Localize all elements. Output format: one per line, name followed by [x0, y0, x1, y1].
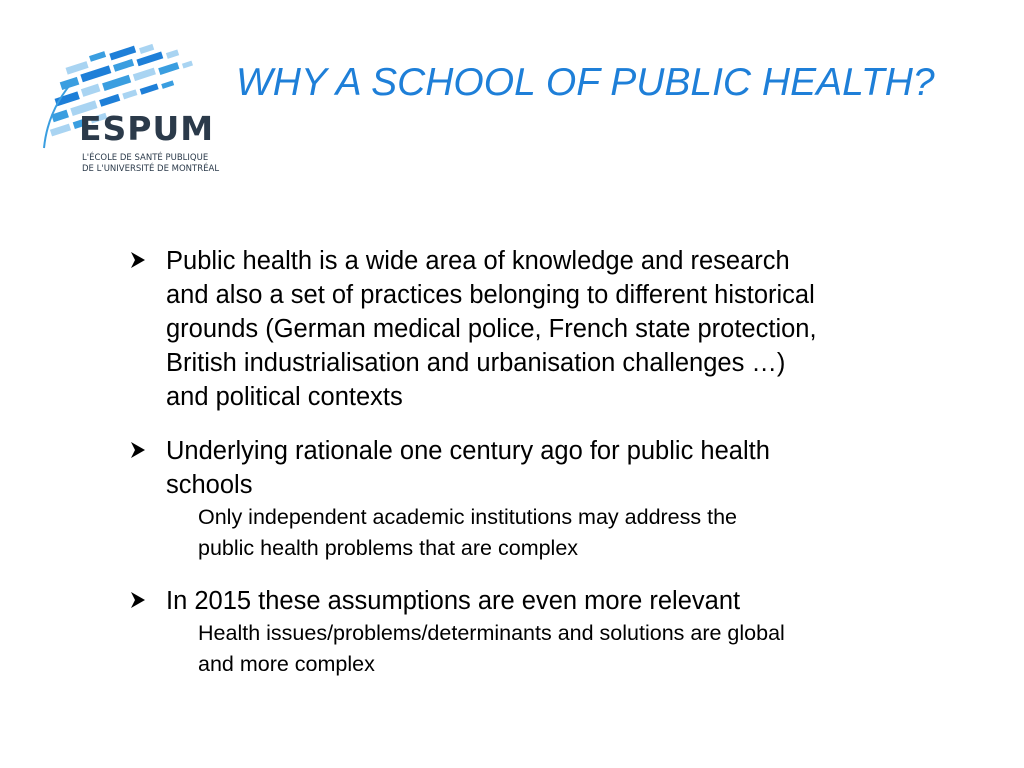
- logo-subtitle-line1: L'ÉCOLE DE SANTÉ PUBLIQUE: [82, 153, 209, 163]
- arrow-bullet-icon: [128, 440, 148, 460]
- sub-line: Health issues/problems/determinants and solutions are global: [198, 621, 785, 645]
- bullet-line: grounds (German medical police, French state protection,: [166, 315, 817, 343]
- bullet-list: [128, 244, 908, 700]
- bullet-line: and political contexts: [166, 383, 403, 411]
- logo-subtitle: [82, 153, 219, 174]
- logo-subtitle-line2: DE L'UNIVERSITÉ DE MONTRÉAL: [82, 163, 220, 174]
- arrow-bullet-icon: [128, 590, 148, 610]
- sub-text: [198, 618, 908, 680]
- arrow-bullet-icon: [128, 250, 148, 270]
- logo-name: ESPUM: [79, 109, 215, 148]
- bullet-item-2: [128, 434, 908, 564]
- slide-title: WHY A SCHOOL OF PUBLIC HEALTH?: [236, 61, 935, 104]
- bullet-line: schools: [166, 471, 253, 499]
- sub-line: and more complex: [198, 652, 375, 676]
- sub-line: public health problems that are complex: [198, 536, 579, 560]
- bullet-line: In 2015 these assumptions are even more relevant: [166, 587, 741, 615]
- bullet-line: Public health is a wide area of knowledge and research: [166, 247, 790, 275]
- bullet-text: [166, 434, 908, 502]
- bullet-line: Underlying rationale one century ago for public health: [166, 437, 770, 465]
- bullet-text: [166, 244, 908, 414]
- bullet-item-3: [128, 584, 908, 680]
- bullet-item-1: [128, 244, 908, 414]
- bullet-line: British industrialisation and urbanisation challenges …): [166, 349, 786, 377]
- bullet-line: and also a set of practices belonging to different historical: [166, 281, 815, 309]
- sub-line: Only independent academic institutions may address the: [198, 505, 738, 529]
- bullet-text: [166, 584, 908, 618]
- sub-text: [198, 502, 908, 564]
- espum-logo: [36, 38, 246, 178]
